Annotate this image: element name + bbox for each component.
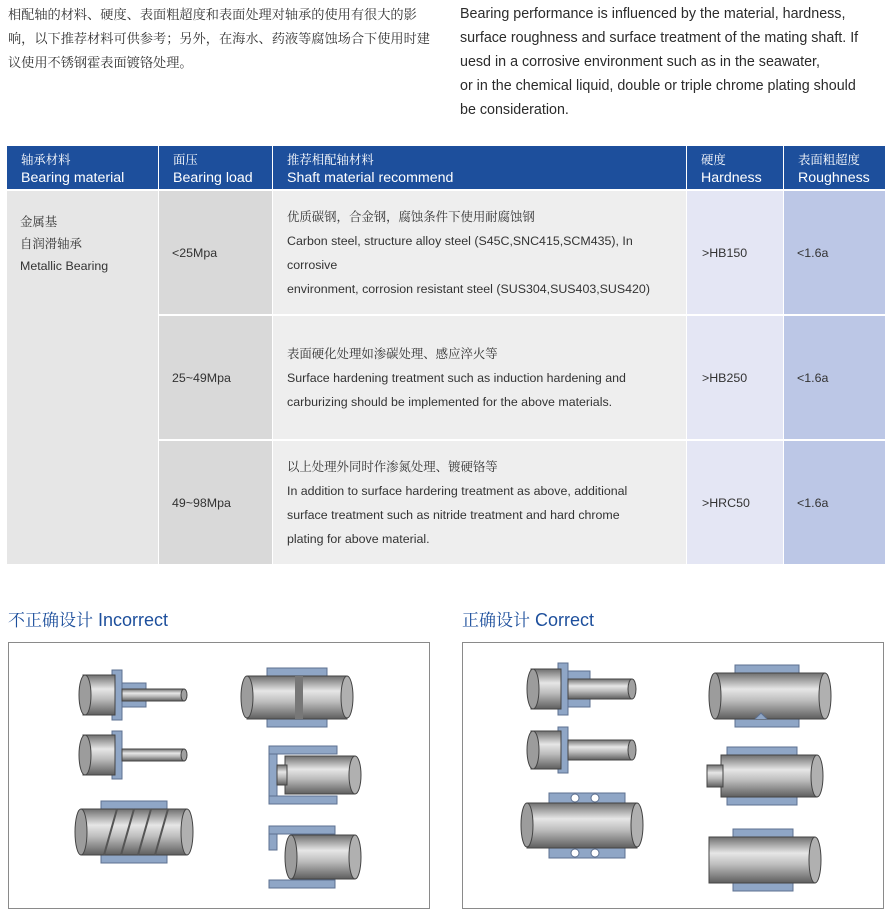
header-en: Bearing material (21, 170, 125, 186)
cell-roughness: <1.6a (784, 316, 885, 439)
shaft-flange-icon (79, 731, 187, 779)
shaft-en-line: Carbon steel, structure alloy steel (S45C,SNC415,SCM435), In corrosive (287, 233, 633, 272)
header-en: Hardness (701, 170, 762, 186)
shaft-cn: 优质碳钢，合金钢，腐蚀条件下使用耐腐蚀钢 (287, 208, 535, 224)
shaft-end-bushing-icon (269, 746, 361, 804)
stepped-shaft-flange-icon (79, 670, 187, 720)
material-line: Metallic Bearing (20, 259, 109, 273)
header-en: Bearing load (173, 170, 253, 186)
intro-en-line: uesd in a corrosive environment such as in the seawater, (460, 54, 820, 70)
intro-en-line: be consideration. (460, 102, 569, 118)
incorrect-design-panel (8, 642, 430, 909)
shaft-en-line: surface treatment such as nitride treatment and hard chrome (287, 507, 620, 522)
correct-design-panel (462, 642, 884, 909)
shaft-flange-icon (527, 727, 636, 773)
material-line: 自润滑轴承 (20, 236, 82, 251)
threaded-shaft-icon (75, 801, 193, 863)
shaft-en-line: plating for above material. (287, 531, 430, 546)
title-en: Incorrect (98, 610, 169, 630)
cell-hardness: >HRC50 (687, 441, 783, 564)
header-shaft-material (273, 146, 687, 189)
header-bearing-load (159, 146, 273, 189)
cell-shaft (273, 316, 686, 439)
intro-text-en (460, 2, 890, 122)
chamfered-shaft-bushing-icon (707, 747, 823, 805)
shaft-en-line: Surface hardening treatment such as induction hardening and (287, 370, 626, 385)
cell-load: <25Mpa (159, 191, 272, 314)
shaft-material-table (7, 146, 885, 564)
header-cn: 表面粗超度 (798, 152, 860, 167)
shaft-cn: 以上处理外同时作渗氮处理、镀硬铬等 (287, 458, 498, 474)
material-line: 金属基 (20, 214, 58, 229)
intro-en-line: Bearing performance is influenced by the material, hardness, (460, 6, 846, 22)
header-cn: 推荐相配轴材料 (287, 152, 374, 167)
cell-hardness: >HB250 (687, 316, 783, 439)
short-shaft-bushing-icon (269, 826, 361, 888)
cell-roughness: <1.6a (784, 441, 885, 564)
split-bushing-shaft-icon (521, 793, 643, 858)
title-en: Correct (535, 610, 595, 630)
cell-shaft (273, 441, 686, 564)
shaft-cn: 表面硬化处理如渗碳处理、感应淬火等 (287, 345, 498, 361)
intro-text-cn: 相配轴的材料、硬度、表面粗超度和表面处理对轴承的使用有很大的影响，以下推荐材料可供参考；另外，在海水、药液等腐蚀场合下使用时建议使用不锈钢霍表面镀铬处理。 (8, 8, 430, 71)
cell-hardness: >HB150 (687, 191, 783, 314)
shaft-en-line: In addition to surface hardering treatment as above, additional (287, 483, 628, 498)
correct-design-title (462, 606, 594, 631)
header-hardness (687, 146, 784, 189)
cell-bearing-material (7, 191, 158, 564)
inserted-shaft-bushing-icon (709, 829, 821, 891)
grooved-shaft-bushing-icon (241, 668, 353, 727)
cell-load: 25~49Mpa (159, 316, 272, 439)
stepped-shaft-flange-icon (527, 663, 636, 715)
header-en: Shaft material recommend (287, 170, 454, 186)
header-roughness (784, 146, 885, 189)
header-cn: 轴承材料 (21, 152, 71, 167)
header-en: Roughness (798, 170, 870, 186)
incorrect-design-title (8, 606, 168, 631)
intro-en-line: surface roughness and surface treatment of the mating shaft. If (460, 30, 859, 46)
long-shaft-bushing-icon (709, 665, 831, 727)
shaft-en-line: environment, corrosion resistant steel (SUS304,SUS403,SUS420) (287, 281, 650, 296)
header-bearing-material (7, 146, 159, 189)
header-cn: 面压 (173, 152, 198, 167)
shaft-en-line: carburizing should be implemented for the above materials. (287, 394, 613, 409)
cell-load: 49~98Mpa (159, 441, 272, 564)
intro-en-line: or in the chemical liquid, double or triple chrome plating should (460, 78, 856, 94)
cell-shaft (273, 191, 686, 314)
header-cn: 硬度 (701, 152, 726, 167)
correct-design-illustrations (463, 643, 885, 910)
incorrect-design-illustrations (9, 643, 431, 910)
title-cn: 不正确设计 (8, 611, 93, 631)
title-cn: 正确设计 (462, 611, 530, 631)
cell-roughness: <1.6a (784, 191, 885, 314)
